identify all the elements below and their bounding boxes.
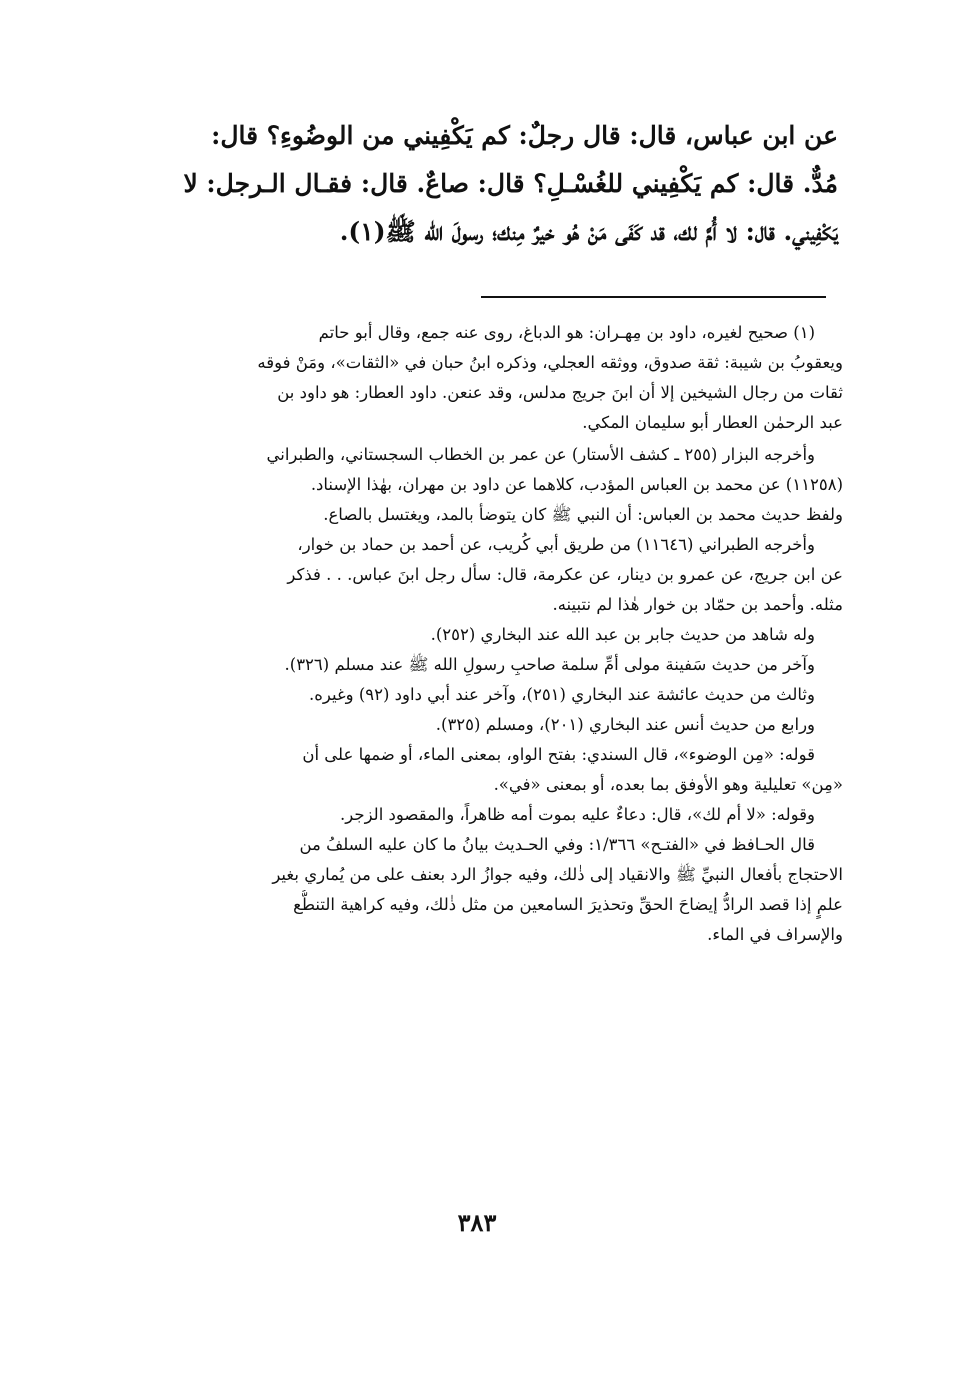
main-text-line: يَكْفِيني. قال: لا أُمَّ لك، قد كَفَى مَنْ هُو خيرٌ مِنك؛ رسولَ الله ﷺ(١).	[339, 217, 838, 246]
footnote-separator	[481, 296, 826, 298]
footnote-line: ثقات من رجال الشيخين إلا أن ابنَ جريج مدلس، وقد عنعن. داود العطار: هو داود بن	[277, 383, 843, 402]
main-text-line: مُدٌّ. قال: كم يَكْفِيني للغُسْـلِ؟ قال: صاعٌ. قال: فقـال الـرجل: لا	[183, 169, 838, 198]
footnote-line: ويعقوبُ بن شيبة: ثقة صدوق، ووثقه العجلي، وذكره ابنُ حبان في «الثقات»، ومَنْ فوقه	[257, 353, 843, 372]
footnote-line: وثالث من حديث عائشة عند البخاري (٢٥١)، وآخر عند أبي داود (٩٢) وغيره.	[309, 685, 815, 704]
footnote-line: علمٍ إذا قصد الرادُّ إيضاحَ الحقِّ وتحذيرَ السامعين من مثل ذٰلك، وفيه كراهية التنطُّع	[293, 895, 843, 914]
footnote-line: وآخر من حديث سَفينة مولى أمِّ سلمة صاحبِ رسولِ الله ﷺ عند مسلم (٣٢٦).	[284, 655, 815, 674]
footnote-line: وله شاهد من حديث جابر بن عبد الله عند البخاري (٢٥٢).	[430, 625, 815, 644]
footnotes	[118, 318, 843, 950]
footnote-line: ورابع من حديث أنس عند البخاري (٢٠١)، ومسلم (٣٢٥).	[435, 715, 815, 734]
footnote-line: «مِن» تعليلية وهو الأوفق بما بعده، أو بمعنى «في».	[493, 775, 843, 794]
main-text-line: عن ابن عباس، قال: قال رجلٌ: كم يَكْفِيني من الوضُوءِ؟ قال:	[211, 121, 838, 150]
footnote-line: وقوله: «لا أم لك»، قال: دعاءٌ عليه بموت أمه ظاهراً، والمقصود الزجر.	[340, 805, 815, 824]
footnote-line: وأخرجه الطبراني (١١٦٤٦) من طريق أبي كُريب، عن أحمد بن حماد بن خوار،	[297, 535, 815, 554]
footnote-line: (١) صحيح لغيره، داود بن مِهـران: هو الدباغ، روى عنه جمع، وقال أبو حاتم	[318, 323, 815, 342]
footnote-line: وأخرجه البزار (٢٥٥ ـ كشف الأستار) عن عمر بن الخطاب السجستاني، والطبراني	[266, 445, 815, 464]
page-number: ٣٨٣	[457, 1208, 497, 1237]
footnote-line: الاحتجاج بأفعال النبيِّ ﷺ والانقياد إلى ذٰلك، وفيه جوازُ الرد بعنف على من يُماري بغير	[272, 865, 843, 884]
footnote-line: (١١٢٥٨) عن محمد بن العباس المؤدب، كلاهما عن داود بن مهران، بهٰذا الإسناد.	[310, 475, 843, 494]
footnote-line: والإسراف في الماء.	[707, 925, 843, 944]
footnote-line: قال الحـافظ في «الفتـح» ١/٣٦٦: وفي الحـديث بيانُ ما كان عليه السلفُ من	[299, 835, 815, 854]
footnote-line: مثله. وأحمد بن حمّاد بن خوار هٰذا لم نتبينه.	[552, 595, 843, 614]
footnote-line: عن ابن جريج، عن عمرو بن دينار، عن عكرمة، قال: سأل رجل ابنَ عباس. . . فذكر	[287, 565, 843, 584]
footnote-line: عبد الرحمٰن العطار أبو سليمان المكي.	[582, 413, 843, 432]
main-hadith-text	[118, 112, 838, 256]
footnote-line: ولفظ حديث محمد بن العباس: أن النبي ﷺ كان يتوضأ بالمد، ويغتسل بالصاع.	[323, 505, 843, 524]
footnote-line: قوله: «مِن الوضوء»، قال السندي: بفتح الواو، بمعنى الماء، أو ضمها على أن	[302, 745, 815, 764]
